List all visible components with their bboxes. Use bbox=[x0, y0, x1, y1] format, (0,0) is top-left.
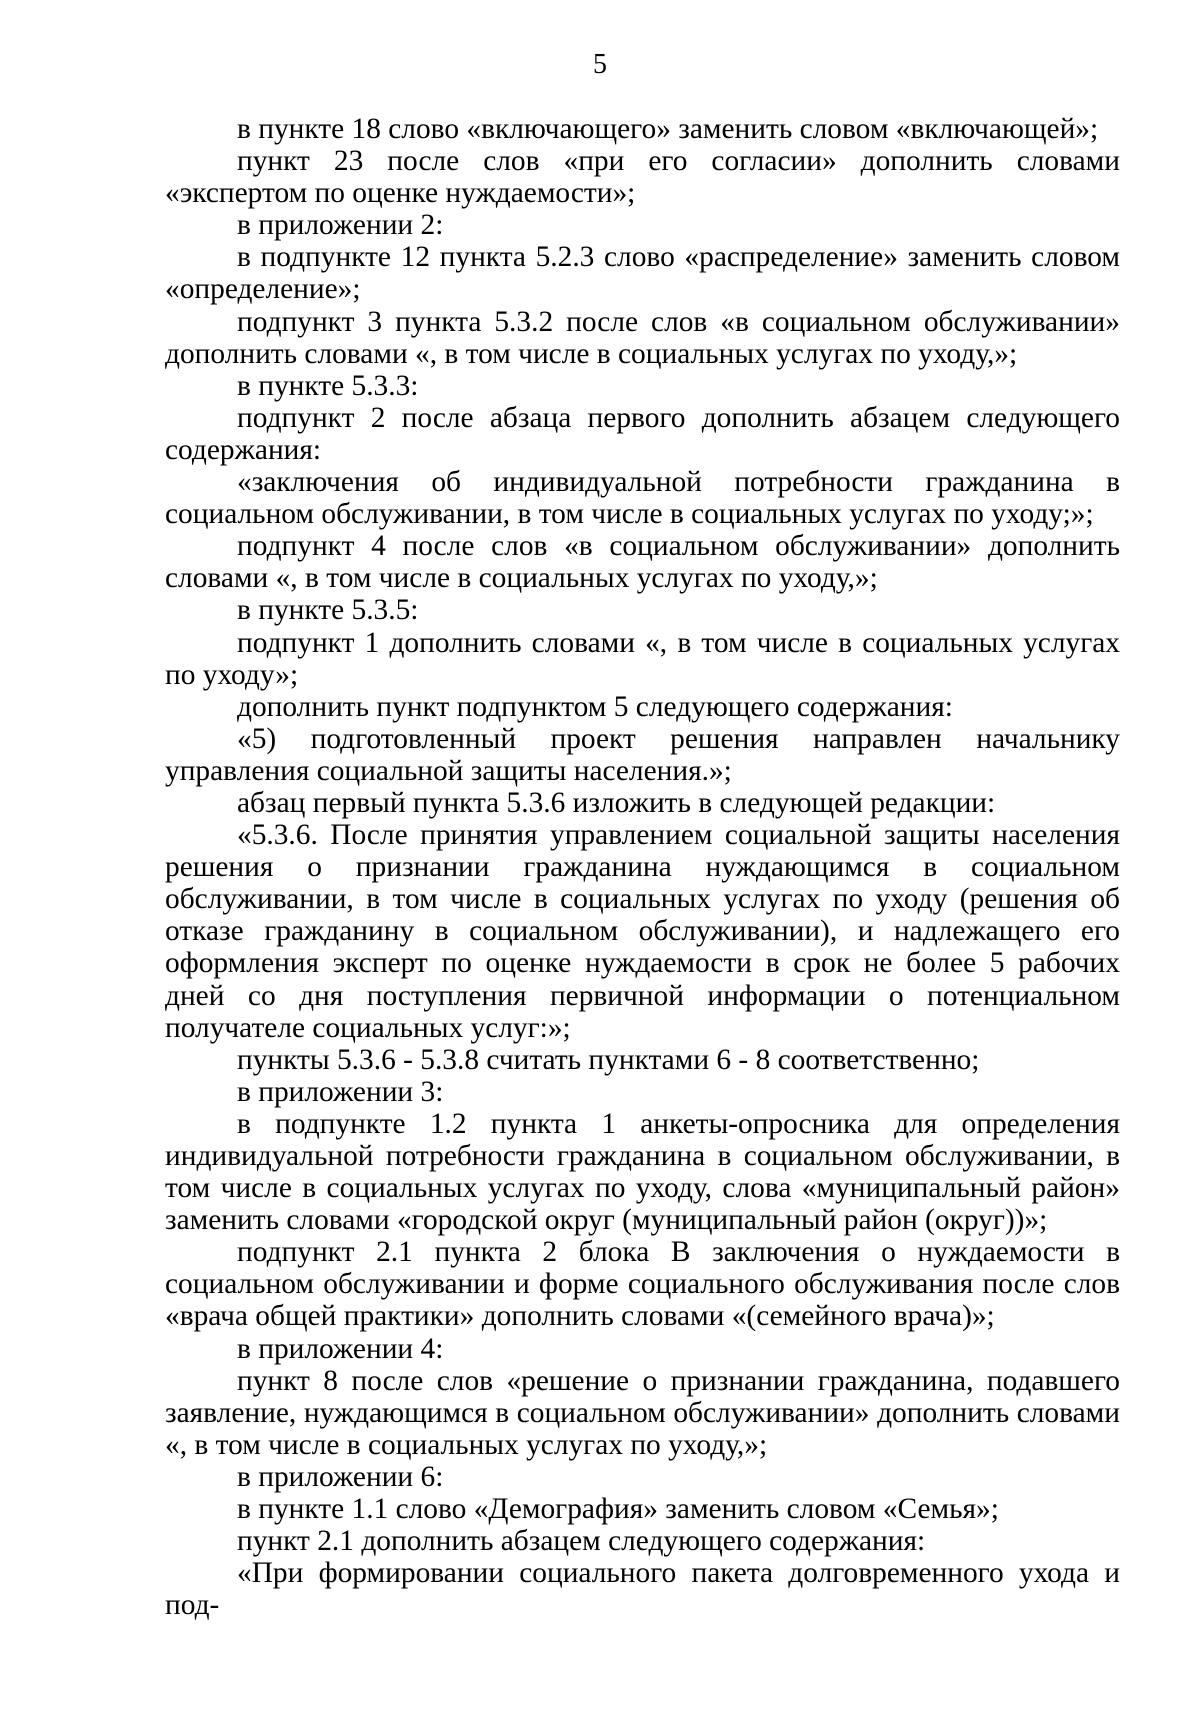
paragraph: в приложении 6: bbox=[237, 1460, 444, 1493]
paragraph: в пункте 5.3.3: bbox=[237, 369, 419, 402]
paragraph: абзац первый пункта 5.3.6 изложить в следующей редакции: bbox=[237, 786, 996, 819]
paragraph: «При формировании социального пакета долговременного ухода и под- bbox=[165, 1557, 1120, 1622]
paragraph: «5.3.6. После принятия управлением социальной защиты населения решения о признании гражданина нуждающимся в социальном обслуживании, в том числе в социальных услугах по уходу (решения об отказе гражданину в социальном обслуживании), и надлежащего его оформления эксперт по оценке нуждаемости в срок не более 5 рабочих дней со дня поступления первичной информации о потенциальном получателе социальных услуг:»; bbox=[165, 819, 1120, 1044]
paragraph: подпункт 2 после абзаца первого дополнить абзацем следующего содержания: bbox=[165, 401, 1120, 466]
paragraph: в пункте 5.3.5: bbox=[237, 594, 419, 627]
paragraph: в подпункте 12 пункта 5.2.3 слово «распределение» заменить словом «определение»; bbox=[165, 241, 1120, 306]
paragraph: в пункте 1.1 слово «Демография» заменить словом «Семья»; bbox=[237, 1493, 999, 1526]
paragraph: дополнить пункт подпунктом 5 следующего содержания: bbox=[237, 690, 953, 723]
page-number: 5 bbox=[593, 49, 607, 80]
document-body bbox=[165, 113, 1120, 1621]
paragraph: в пункте 18 слово «включающего» заменить словом «включающей»; bbox=[237, 113, 1099, 145]
paragraph: в приложении 4: bbox=[237, 1332, 444, 1365]
paragraph: пункт 23 после слов «при его согласии» дополнить словами «экспертом по оценке нуждаемости»; bbox=[165, 145, 1120, 210]
paragraph: подпункт 1 дополнить словами «, в том числе в социальных услугах по уходу»; bbox=[165, 626, 1120, 691]
paragraph: пункты 5.3.6 - 5.3.8 считать пунктами 6 - 8 соответственно; bbox=[237, 1043, 980, 1076]
paragraph: в приложении 3: bbox=[237, 1075, 444, 1108]
paragraph: в приложении 2: bbox=[237, 209, 444, 242]
paragraph: подпункт 2.1 пункта 2 блока В заключения о нуждаемости в социальном обслуживании и форме социального обслуживания после слов «врача общей практики» дополнить словами «(семейного врача)»; bbox=[165, 1236, 1120, 1333]
paragraph: пункт 8 после слов «решение о признании гражданина, подавшего заявление, нуждающимся в социальном обслуживании» дополнить словами «, в том числе в социальных услугах по уходу,»; bbox=[165, 1364, 1120, 1461]
paragraph: пункт 2.1 дополнить абзацем следующего содержания: bbox=[237, 1525, 926, 1558]
paragraph: в подпункте 1.2 пункта 1 анкеты-опросника для определения индивидуальной потребности гражданина в социальном обслуживании, в том числе в социальных услугах по уходу, слова «муниципальный район» заменить словами «городской округ (муниципальный район (округ))»; bbox=[165, 1107, 1120, 1237]
paragraph: подпункт 3 пункта 5.3.2 после слов «в социальном обслуживании» дополнить словами «, в том числе в социальных услугах по уходу,»; bbox=[165, 305, 1120, 370]
paragraph: «5) подготовленный проект решения направлен начальнику управления социальной защиты населения.»; bbox=[165, 722, 1120, 787]
paragraph: подпункт 4 после слов «в социальном обслуживании» дополнить словами «, в том числе в социальных услугах по уходу,»; bbox=[165, 530, 1120, 595]
paragraph: «заключения об индивидуальной потребности гражданина в социальном обслуживании, в том числе в социальных услугах по уходу;»; bbox=[165, 466, 1120, 531]
